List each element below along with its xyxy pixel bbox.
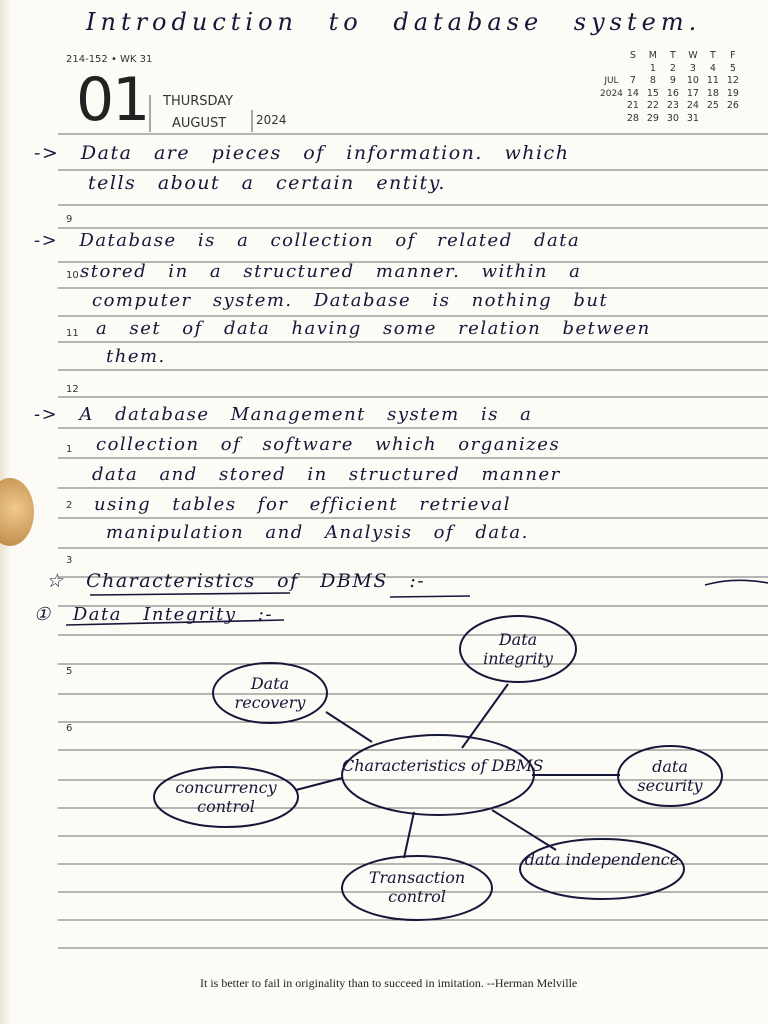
center-node: Characteristics of DBMS [342, 756, 544, 775]
note-line: collection of software which organizes [96, 434, 561, 455]
note-line: ☆ Characteristics of DBMS :- [46, 570, 426, 592]
note-line: computer system. Database is nothing but [92, 290, 609, 311]
line-number: 12 [66, 384, 79, 395]
calendar-day-header: T [710, 50, 716, 61]
underline-scribble [390, 596, 470, 597]
page-title: Introduction to database system. [86, 8, 702, 36]
note-line: manipulation and Analysis of data. [106, 522, 529, 543]
year-label: 2024 [256, 113, 287, 127]
node-data-security: data security [637, 757, 703, 795]
node-data-recovery: Data recovery [234, 674, 306, 712]
line-number: 6 [66, 723, 73, 734]
line-number: 1 [66, 444, 73, 455]
calendar-day-header: W [688, 50, 698, 61]
calendar-year-label: 2024 [600, 88, 623, 99]
calendar-day-header: M [648, 50, 657, 61]
underline-scribble [90, 593, 290, 595]
note-line: data and stored in structured manner [92, 464, 561, 485]
line-number: 3 [66, 555, 73, 566]
line-number: 11 [66, 328, 79, 339]
connector [462, 684, 508, 748]
week-label: 214-152 • WK 31 [66, 54, 153, 65]
month-label: AUGUST [172, 116, 227, 131]
connector [326, 712, 372, 742]
note-line: -> Database is a collection of related data [34, 230, 581, 251]
center-node-outline [342, 735, 544, 815]
note-line: using tables for efficient retrieval [94, 494, 512, 515]
line-number: 2 [66, 500, 73, 511]
node-transaction-control: Transaction control [368, 868, 466, 906]
day-number: 01 [76, 65, 149, 135]
node-concurrency-control: concurrency control [175, 778, 277, 816]
calendar-day-header: F [730, 50, 736, 61]
calendar-month-label: JUL [604, 76, 619, 87]
note-line: a set of data having some relation between [96, 318, 651, 339]
weekday-label: THURSDAY [163, 94, 234, 109]
note-line: -> Data are pieces of information. which [34, 142, 570, 164]
node-data-integrity: Data integrity [483, 630, 553, 668]
footer-quote: It is better to fail in originality than to succeed in imitation. --Herman Melville [200, 976, 578, 990]
line-number: 10 [66, 270, 79, 281]
calendar-day-header: S [629, 50, 636, 61]
note-line: tells about a certain entity. [88, 172, 446, 194]
calendar-day-header: T [670, 50, 676, 61]
node-data-independence: data independence [524, 850, 680, 869]
line-number: 9 [66, 214, 73, 225]
line-number: 5 [66, 666, 73, 677]
connector [296, 778, 342, 790]
mini-calendar: S M T W T F 1 2 3 4 5 JUL 7 8 9 10 11 12 2024 14 15 16 17 18 19 21 22 23 24 25 26 28 29 30 31 [600, 50, 743, 125]
note-line: -> A database Management system is a [34, 404, 533, 425]
note-line: stored in a structured manner. within a [80, 261, 582, 282]
connector [492, 810, 556, 850]
note-line: ① Data Integrity :- [34, 604, 273, 625]
underline-scribble [66, 620, 284, 625]
node-outline [520, 839, 684, 899]
connector [404, 812, 414, 858]
note-line: them. [106, 346, 166, 367]
right-edge-curve [705, 580, 768, 585]
